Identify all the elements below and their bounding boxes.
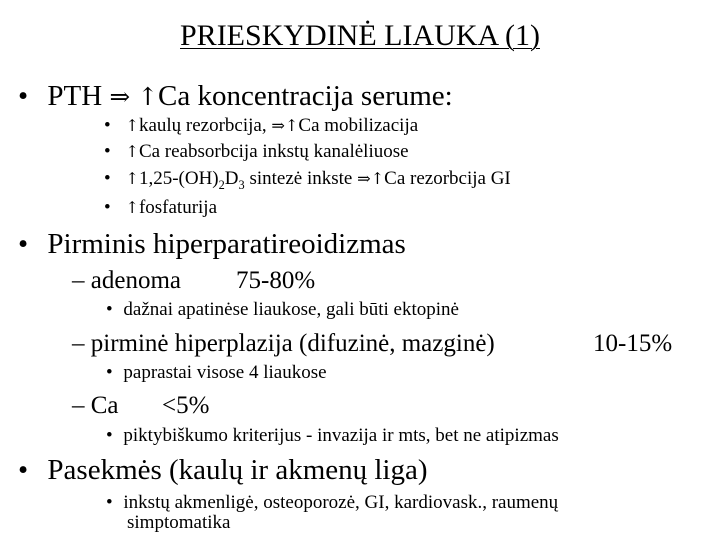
hiperplazija-label: pirminė hiperplazija (difuzinė, mazginė) (90, 330, 495, 357)
up-arrow-icon: ↑ (125, 169, 139, 188)
hiperplazija-line (72, 330, 495, 358)
pth-item-text: 1,25-(OH) (138, 168, 219, 189)
bullet-marker: • (106, 362, 113, 383)
pth-item-text: Ca reabsorbcija inkstų kanalėliuose (138, 141, 409, 162)
bullet-marker: • (18, 228, 29, 260)
bullet-marker: • (106, 492, 113, 513)
pth-text: Ca koncentracija serume: (158, 80, 453, 112)
adenoma-value: 75-80% (236, 267, 316, 294)
hiperplazija-note (106, 362, 327, 384)
pth-item-fosf (104, 197, 217, 219)
pth-item-text: Ca rezorbcija GI (384, 168, 511, 189)
bullet-marker: • (104, 197, 111, 218)
dash-marker: – (72, 330, 85, 357)
up-arrow-icon: ↑ (284, 116, 299, 135)
ca-value: <5% (162, 392, 210, 419)
subscript: 2 (218, 177, 225, 192)
hiperplazija-value: 10-15% (593, 330, 673, 357)
bullet-marker: • (104, 141, 111, 162)
bullet-marker: • (106, 299, 113, 320)
pasekmes-note-line2: simptomatika (127, 512, 231, 533)
pth-item-text: fosfaturija (138, 197, 218, 218)
up-arrow-icon: ↑ (125, 142, 139, 161)
bullet-pasekmes (18, 454, 428, 486)
pth-item-text: Ca mobilizacija (298, 115, 419, 136)
pth-item-text: sintezė inkste (249, 168, 353, 189)
ca-line (72, 392, 119, 420)
adenoma-note-text: dažnai apatinėse liaukose, gali būti ektopinė (123, 299, 459, 320)
subscript: 3 (238, 177, 245, 192)
ca-label: Ca (90, 392, 119, 419)
up-arrow-icon: ↑ (125, 198, 139, 217)
up-arrow-icon: ↑ (137, 82, 159, 111)
pasekmes-note-line1: inkstų akmenligė, osteoporozė, GI, kardiovask., raumenų (123, 492, 559, 513)
up-arrow-icon: ↑ (125, 116, 139, 135)
ca-note (106, 425, 559, 447)
bullet-marker: • (104, 168, 111, 189)
implies-icon: ⇒ (271, 116, 285, 135)
implies-icon: ⇒ (357, 169, 371, 188)
bullet-marker: • (18, 80, 29, 112)
ca-note-text: piktybiškumo kriterijus - invazija ir mts, bet ne atipizmas (123, 425, 559, 446)
pth-item-ca-reabs (104, 141, 409, 163)
dash-marker: – (72, 392, 85, 419)
up-arrow-icon: ↑ (370, 169, 385, 188)
bullet-marker: • (104, 115, 111, 136)
bullet-marker: • (18, 454, 29, 486)
pth-item-kaulu (104, 115, 418, 137)
slide-title: PRIESKYDINĖ LIAUKA (1) (180, 19, 540, 52)
pth-item-text: D (224, 168, 239, 189)
hiperplazija-note-text: paprastai visose 4 liaukose (123, 362, 327, 383)
implies-icon: ⇒ (109, 82, 131, 111)
bullet-pirminis (18, 228, 406, 260)
adenoma-line (72, 267, 181, 295)
bullet-marker: • (106, 425, 113, 446)
bullet-pth (18, 80, 453, 113)
dash-marker: – (72, 267, 85, 294)
adenoma-note (106, 299, 459, 321)
pasekmes-note (106, 492, 558, 514)
adenoma-label: adenoma (90, 267, 181, 294)
pth-item-vitd (104, 168, 511, 190)
pth-prefix: PTH (47, 80, 103, 112)
pasekmes-text: Pasekmės (kaulų ir akmenų liga) (47, 454, 428, 486)
pirminis-text: Pirminis hiperparatireoidizmas (47, 228, 406, 260)
pth-item-text: kaulų rezorbcija, (138, 115, 267, 136)
